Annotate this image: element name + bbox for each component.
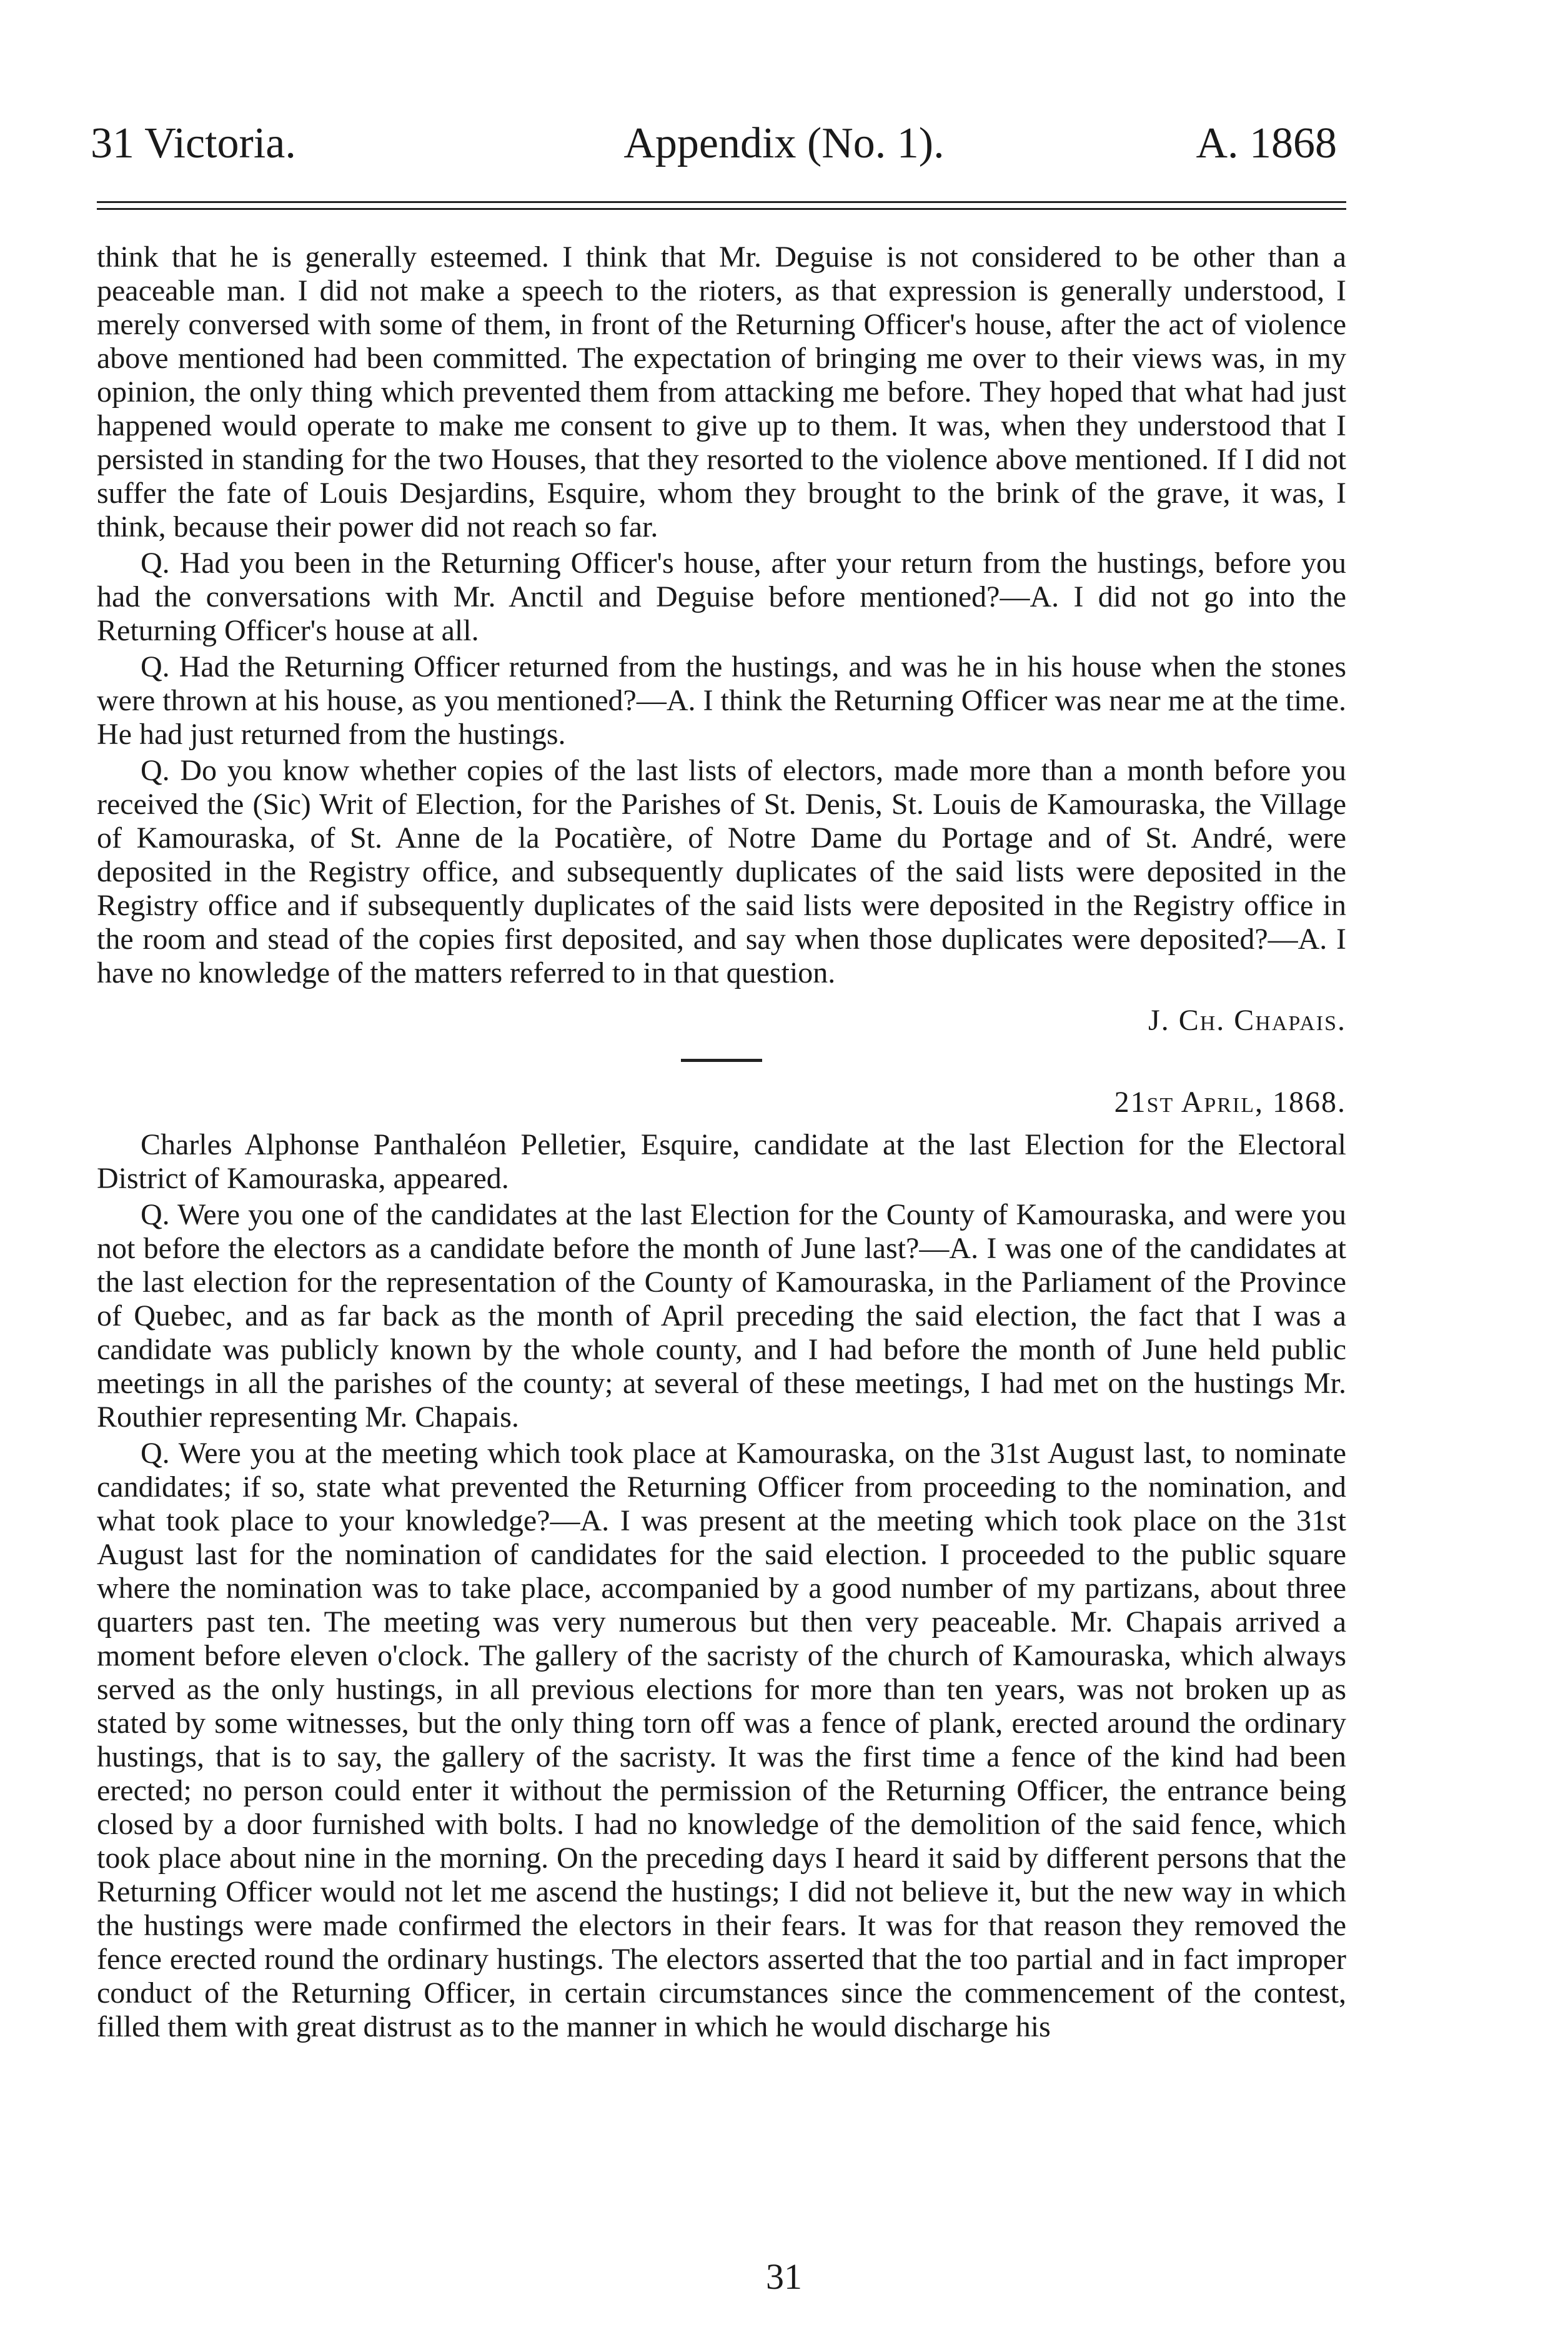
header-year: A. 1868 bbox=[1196, 119, 1337, 167]
header-appendix: Appendix (No. 1). bbox=[623, 119, 945, 167]
question-answer: Q. Were you at the meeting which took place at Kamouraska, on the 31st August last, to nominate candidates; if so, state what prevented the Returning Officer from proceeding to the nomination, and what took place to your knowledge?—A. I was present at the meeting which took place on the 31st August last for the nomination of candidates for the said election. I proceeded to the public square where the nomination was to take place, accompanied by a good number of my partizans, about three quarters past ten. The meeting was very numerous but then very peaceable. Mr. Chapais arrived a moment before eleven o'clock. The gallery of the sacristy of the church of Kamouraska, which always served as the only hustings, in all previous elections for more than ten years, was not broken up as stated by some witnesses, but the only thing torn off was a fence of plank, erected around the ordinary hustings, that is to say, the gallery of the sacristy. It was the first time a fence of the kind had been erected; no person could enter it without the permission of the Returning Officer, the entrance being closed by a door furnished with bolts. I had no knowledge of the demolition of the said fence, which took place about nine in the morning. On the preceding days I heard it said by different persons that the Returning Officer would not let me ascend the hustings; I did not believe it, but the new way in which the hustings were made confirmed the electors in their fears. It was for that reason they removed the fence erected round the ordinary hustings. The electors asserted that the too partial and in fact improper conduct of the Returning Officer, in certain circumstances since the commencement of the contest, filled them with great distrust as to the manner in which he would discharge his bbox=[97, 1437, 1346, 2043]
page-number: 31 bbox=[766, 2256, 802, 2297]
question-answer: Q. Had the Returning Officer returned from the hustings, and was he in his house when the stones were thrown at his house, as you mentioned?—A. I think the Returning Officer was near me at the time. He had just returned from the hustings. bbox=[97, 650, 1346, 751]
header-session: 31 Victoria. bbox=[91, 119, 296, 167]
question-answer: Q. Were you one of the candidates at the last Election for the County of Kamouraska, and were you not before the electors as a candidate before the month of June last?—A. I was one of the candidates at the last election for the representation of the County of Kamouraska, in the Parliament of the Province of Quebec, and as far back as the month of April preceding the said election, the fact that I was a candidate was publicly known by the whole county, and I had before the month of June held public meetings in all the parishes of the county; at several of these meetings, I had met on the hustings Mr. Routhier representing Mr. Chapais. bbox=[97, 1198, 1346, 1434]
section-separator bbox=[681, 1059, 762, 1062]
paragraph-continued: think that he is generally esteemed. I think that Mr. Deguise is not considered to be other than a peaceable man. I did not make a speech to the rioters, as that expression is generally understood, I merely conversed with some of them, in front of the Returning Officer's house, after the act of violence above mentioned had been committed. The expectation of bringing me over to their views was, in my opinion, the only thing which prevented them from attacking me before. They hoped that what had just happened would operate to make me consent to give up to them. It was, when they understood that I persisted in standing for the two Houses, that they resorted to the violence above mentioned. If I did not suffer the fate of Louis Desjardins, Esquire, whom they brought to the brink of the grave, it was, I think, because their power did not reach so far. bbox=[97, 240, 1346, 543]
question-answer: Q. Do you know whether copies of the last lists of electors, made more than a month before you received the (Sic) Writ of Election, for the Parishes of St. Denis, St. Louis de Kamouraska, the Village of Kamouraska, of St. Anne de la Pocatière, of Notre Dame du Portage and of St. André, were deposited in the Registry office, and subsequently duplicates of the said lists were deposited in the Registry office and if subsequently duplicates of the said lists were deposited in the Registry office in the room and stead of the copies first deposited, and say when those duplicates were deposited?—A. I have no knowledge of the matters referred to in that question. bbox=[97, 754, 1346, 989]
session-date: 21st April, 1868. bbox=[1114, 1086, 1346, 1119]
witness-signature: J. Ch. Chapais. bbox=[1148, 1004, 1346, 1037]
page-body bbox=[97, 240, 1346, 2046]
running-header bbox=[0, 106, 1568, 181]
witness-introduction: Charles Alphonse Panthaléon Pelletier, Esquire, candidate at the last Election for the Electoral District of Kamouraska, appeared. bbox=[97, 1128, 1346, 1195]
question-answer: Q. Had you been in the Returning Officer's house, after your return from the hustings, before you had the conversations with Mr. Anctil and Deguise before mentioned?—A. I did not go into the Returning Officer's house at all. bbox=[97, 547, 1346, 647]
header-double-rule bbox=[97, 201, 1346, 210]
